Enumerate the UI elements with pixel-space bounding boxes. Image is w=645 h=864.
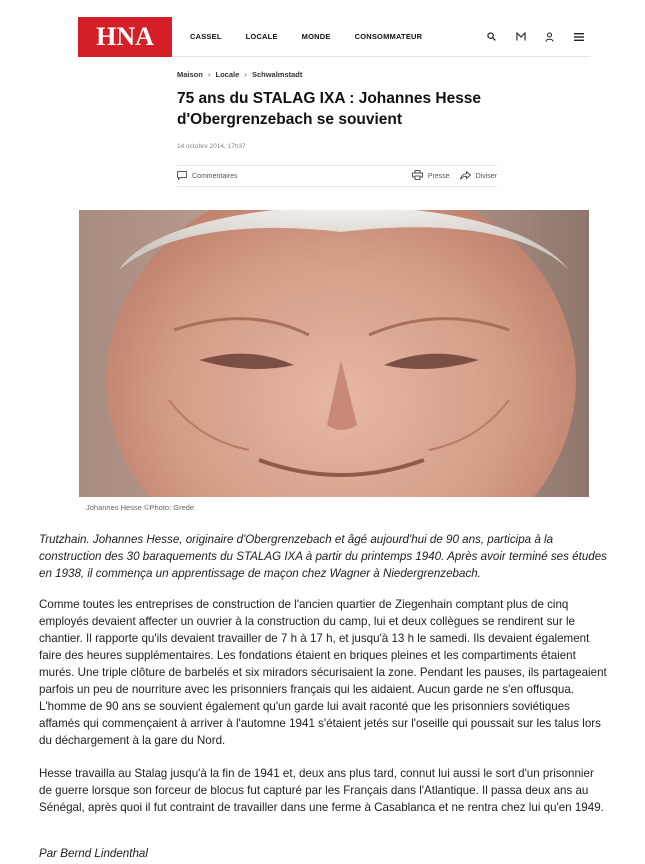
nav-item-locale[interactable]: LOCALE xyxy=(245,32,278,41)
header-icons xyxy=(486,31,590,42)
article-intro: Trutzhain. Johannes Hesse, originaire d'Obergrenzebach et âgé aujourd'hui de 90 ans, participa à la construction des 30 baraquements du STALAG IXA à partir du printemps 1940. Après avoir terminé ses études en 1938, il commença un apprentissage de maçon chez Wagner à Niedergrenzebach. xyxy=(39,533,607,580)
hna-logo[interactable] xyxy=(78,17,172,57)
chevron-right-icon: › xyxy=(207,70,211,79)
share-button[interactable] xyxy=(460,171,497,182)
share-bar xyxy=(177,165,497,187)
printer-icon xyxy=(412,170,423,182)
logo-text: HNA xyxy=(96,21,154,51)
article-author: Par Bernd Lindenthal xyxy=(39,847,148,860)
user-icon[interactable] xyxy=(544,31,555,42)
share-actions xyxy=(412,170,497,182)
breadcrumb-locale[interactable]: Locale xyxy=(215,70,240,79)
comment-icon xyxy=(177,171,187,182)
comments-button[interactable] xyxy=(177,171,238,182)
comments-label: Commentaires xyxy=(192,172,238,180)
share-label: Diviser xyxy=(475,172,497,180)
breadcrumb-schwalmstadt[interactable]: Schwalmstadt xyxy=(251,70,303,79)
article-date: 14 octobre 2014, 17h37 xyxy=(177,143,246,150)
chevron-right-icon: › xyxy=(244,70,247,79)
bookmark-m-icon[interactable] xyxy=(515,31,526,42)
nav-item-consommateur[interactable]: CONSOMMATEUR xyxy=(354,32,423,41)
nav-item-monde[interactable]: MONDE xyxy=(301,32,331,41)
portrait-illustration xyxy=(79,210,589,497)
article-photo xyxy=(79,210,589,497)
search-icon[interactable] xyxy=(486,31,497,42)
article-title: 75 ans du STALAG IXA : Johannes Hesse d'Obergrenzebach se souvient xyxy=(177,90,482,128)
main-nav xyxy=(190,32,446,41)
print-button[interactable] xyxy=(412,170,450,182)
breadcrumb-maison[interactable]: Maison xyxy=(177,70,203,79)
article-paragraph: Comme toutes les entreprises de construction de l'ancien quartier de Ziegenhain comptant plus de cinq employés devaient affecter un ouvrier à la construction du camp, lui et deux collègues se rendirent sur le chantier. Il rapporte qu'ils devaient travailler de 7 h à 17 h, et jusqu'à 13 h le samedi. Ils devaient également faire des heures supplémentaires. Les fondations étaient en briques pleines et les compartiments étaient murés. Une triple clôture de barbelés et six miradors sécurisaient la zone. Pendant les pauses, ils partageaient parfois un peu de nourriture avec les prisonniers français qui les aidaient. Aucun garde ne s'en offusqua. L'homme de 90 ans se souvient également qu'un garde lui avait raconté que les prisonniers soviétiques affamés qui commençaient à arriver à l'automne 1941 s'étaient jetés sur l'oseille qui poussait sur les talus lors du déchargement à la gare du Nord. xyxy=(39,598,607,747)
breadcrumb xyxy=(177,70,302,79)
photo-caption: Johannes Hesse ©Photo: Grede xyxy=(86,503,195,512)
nav-item-cassel[interactable]: CASSEL xyxy=(190,32,222,41)
site-header xyxy=(78,17,590,57)
share-arrow-icon xyxy=(460,171,471,182)
menu-icon[interactable] xyxy=(573,31,584,42)
print-label: Presse xyxy=(427,172,450,180)
article-paragraph: Hesse travailla au Stalag jusqu'à la fin de 1941 et, deux ans plus tard, connut lui aussi le sort d'un prisonnier de guerre lorsque son forceur de blocus fut capturé par les Français dans l'Atlantique. Il passa deux ans au Sénégal, après quoi il fut contraint de travailler dans une ferme à Casablanca et ne rentra chez lui qu'en 1949. xyxy=(39,767,604,814)
